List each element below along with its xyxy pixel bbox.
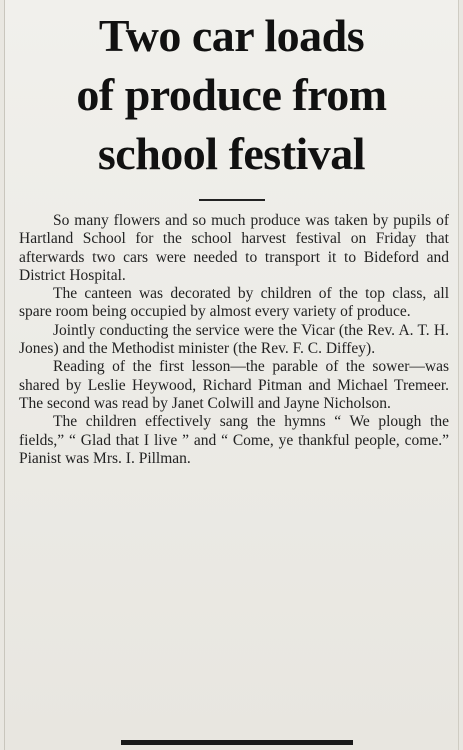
column-end-rule <box>121 740 353 745</box>
paragraph-lessons: Reading of the first lesson—the parable of the sower—was shared by Leslie Heywood, Richard Pitman and Michael Tremeer. The second was read by Janet Colwill and Jayne Nicholson. <box>19 358 449 412</box>
paragraph-produce: So many flowers and so much produce was taken by pupils of Hartland School for the school harvest festival on Friday that afterwards two cars were needed to transport it to Bideford and District Hospital. <box>19 212 449 284</box>
headline <box>5 0 458 183</box>
newspaper-clipping <box>4 0 459 750</box>
paragraph-canteen: The canteen was decorated by children of the top class, all spare room being occupied by almost every variety of produce. <box>19 285 449 321</box>
article-body <box>19 212 449 468</box>
headline-line-2: of produce from <box>76 69 387 120</box>
headline-divider <box>199 199 265 201</box>
paragraph-hymns: The children effectively sang the hymns “ We plough the fields,” “ Glad that I live ” and “ Come, ye thankful people, come.” Pianist was Mrs. I. Pillman. <box>19 413 449 467</box>
paragraph-service: Jointly conducting the service were the Vicar (the Rev. A. T. H. Jones) and the Methodist minister (the Rev. F. C. Diffey). <box>19 321 449 358</box>
headline-line-1: Two car loads <box>98 10 365 61</box>
headline-line-3: school festival <box>97 128 366 179</box>
